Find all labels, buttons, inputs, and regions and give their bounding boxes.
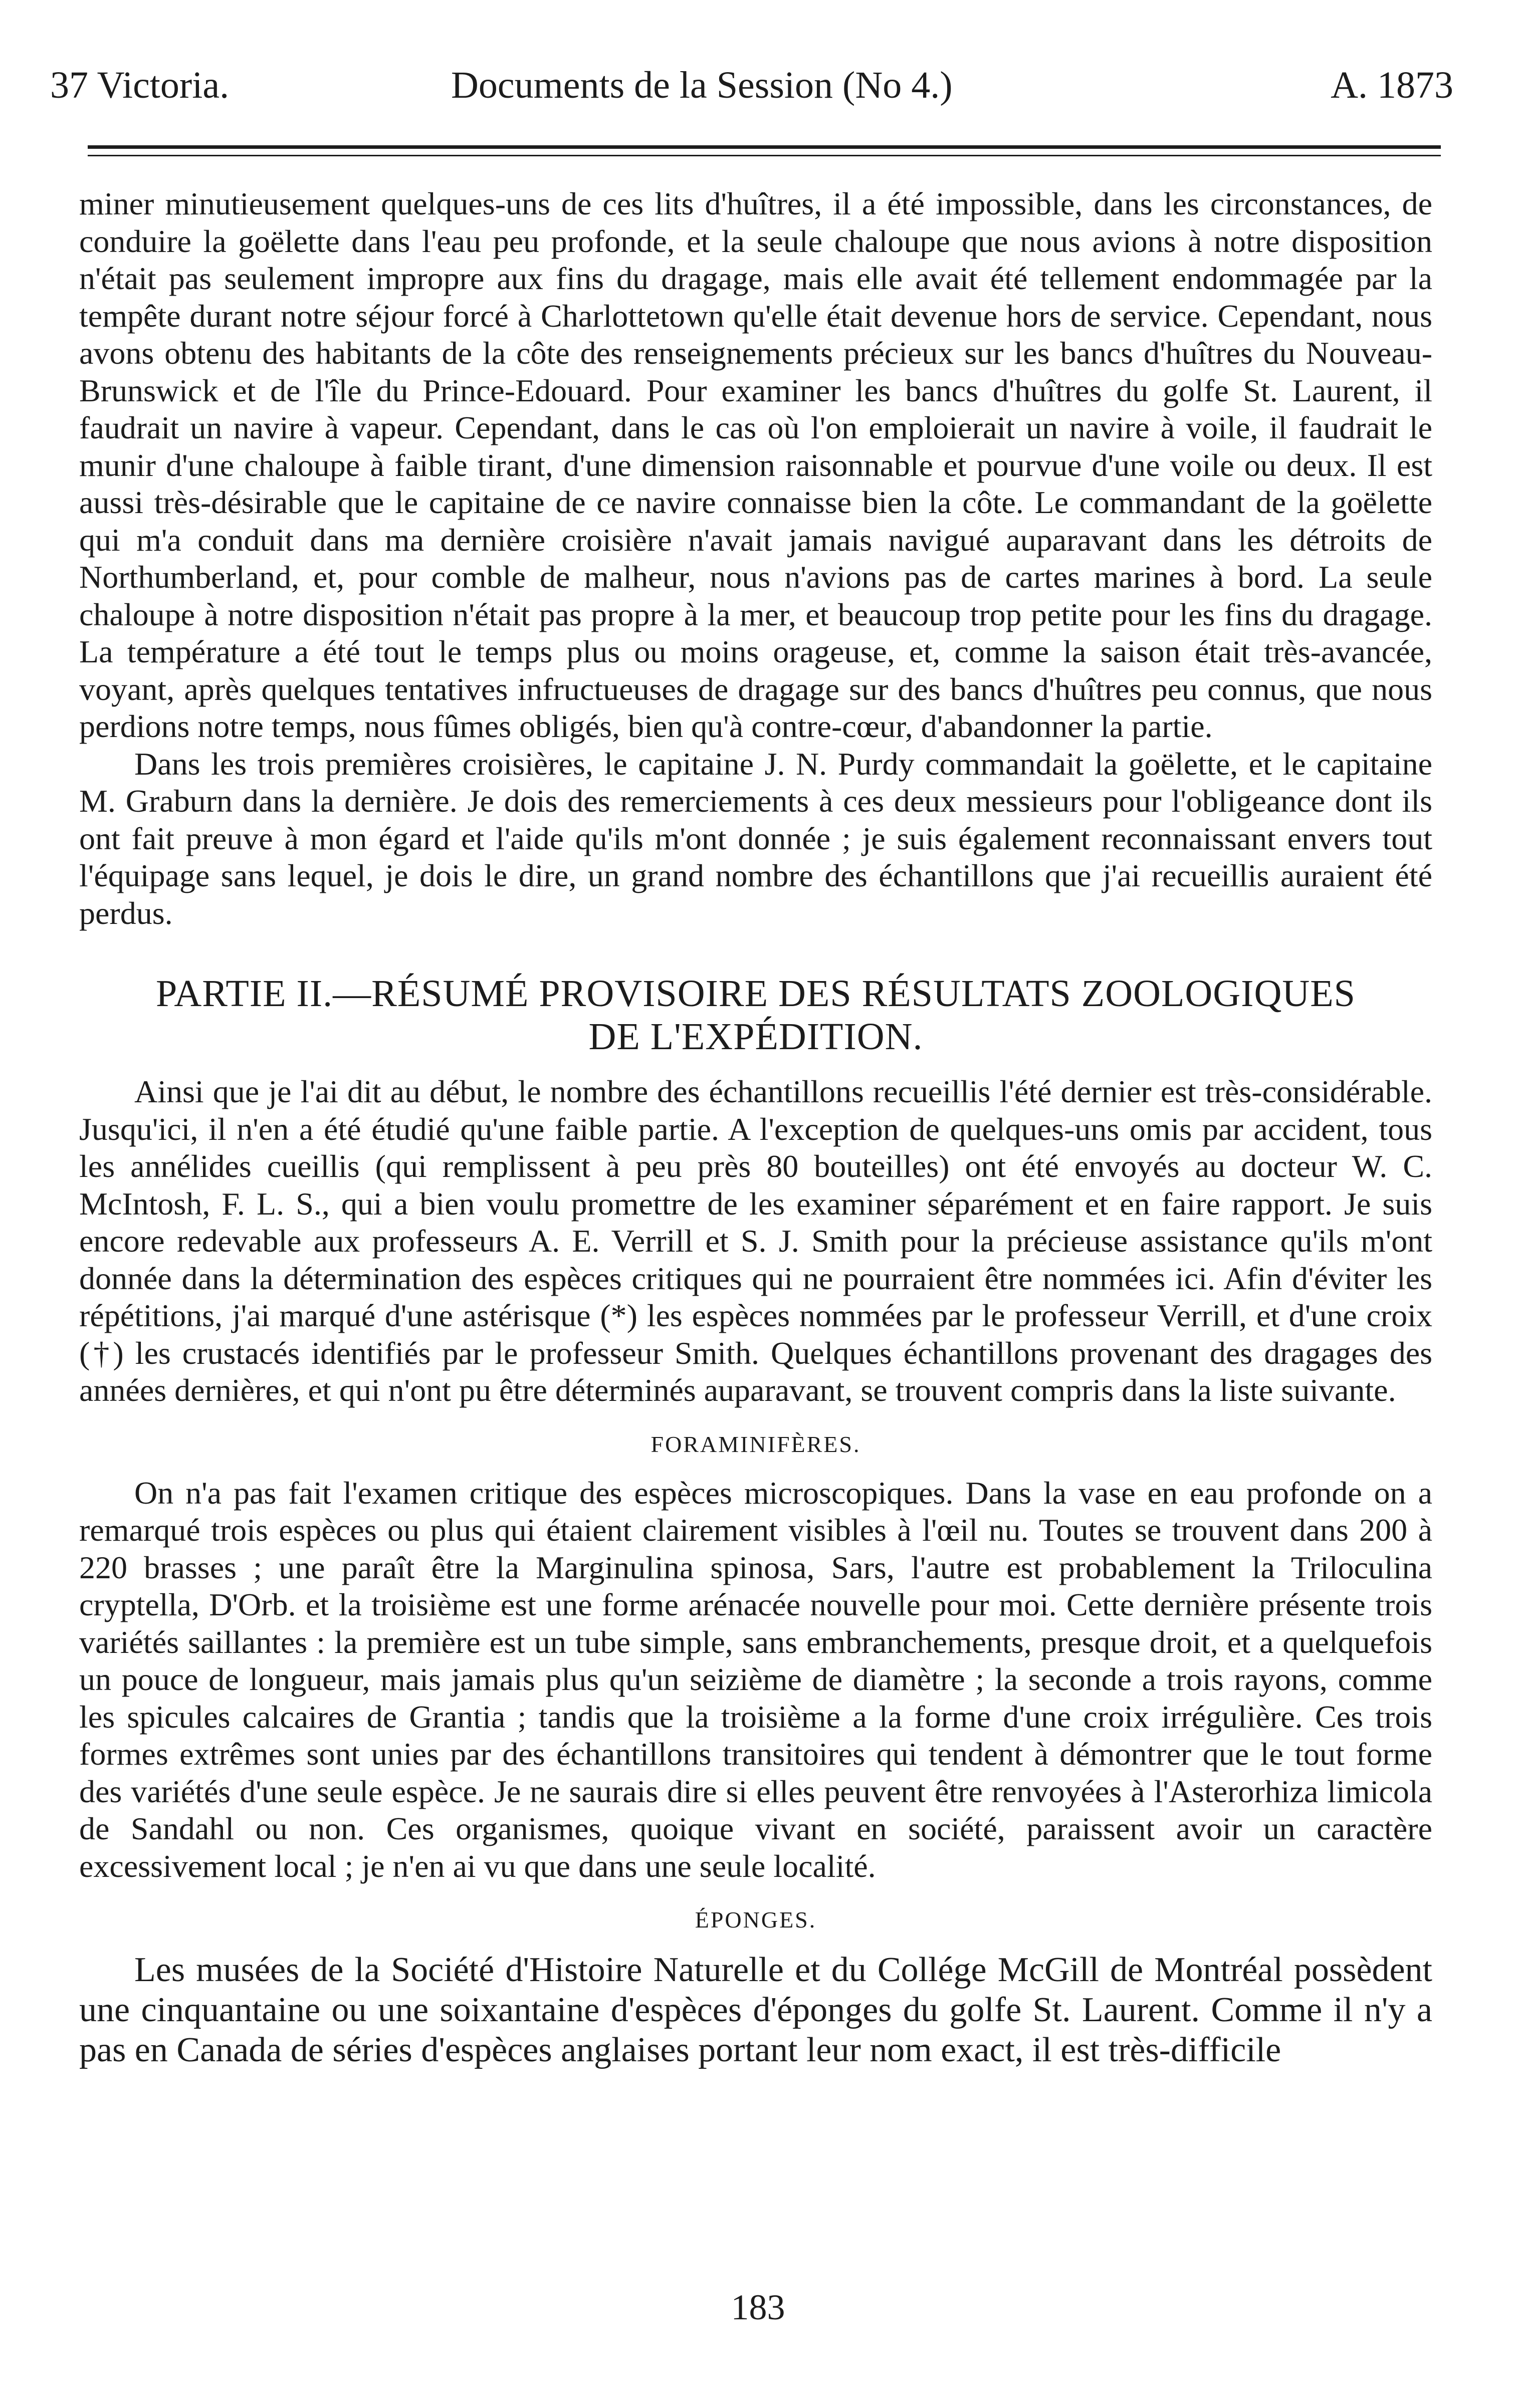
paragraph-continuation: miner minutieusement quelques-uns de ces lits d'huîtres, il a été impossible, dans les circonstances, de conduire la goëlette dans l'eau peu profonde, et la seule chaloupe que nous avions à notre disposition n'était pas seulement impropre aux fins du dragage, mais elle avait été tellement endommagée par la tempête durant notre séjour forcé à Charlottetown qu'elle était devenue hors de service. Cependant, nous avons obtenu des habitants de la côte des renseignements précieux sur les bancs d'huîtres du Nouveau-Brunswick et de l'île du Prince-Edouard. Pour examiner les bancs d'huîtres du golfe St. Laurent, il faudrait un navire à vapeur. Cependant, dans le cas où l'on emploierait un navire à voile, il faudrait le munir d'une chaloupe à faible tirant, d'une dimension raisonnable et pourvue d'une voile ou deux. Il est aussi très-désirable que le capitaine de ce navire connaisse bien la côte. Le commandant de la goëlette qui m'a conduit dans ma dernière croisière n'avait jamais navigué auparavant dans les détroits de Northumberland, et, pour comble de malheur, nous n'avions pas de cartes marines à bord. La seule chaloupe à notre disposition n'était pas propre à la mer, et beaucoup trop petite pour les fins du dragage. La température a été tout le temps plus ou moins orageuse, et, comme la saison était très-avancée, voyant, après quelques tentatives infructueuses de dragage sur des bancs d'huîtres peu connus, que nous perdions notre temps, nous fûmes obligés, bien qu'à contre-cœur, d'abandonner la partie. <box>79 186 1432 744</box>
header-title: Documents de la Session (No 4.) <box>451 64 953 106</box>
partie-heading <box>79 972 1432 1058</box>
paragraph-summary: Ainsi que je l'ai dit au début, le nombre des échantillons recueillis l'été dernier est très-considérable. Jusqu'ici, il n'en a été étudié qu'une faible partie. A l'exception de quelques-uns omis par accident, tous les annélides cueillis (qui remplissent à peu près 80 bouteilles) ont été envoyés au docteur W. C. McIntosh, F. L. S., qui a bien voulu promettre de les examiner séparément et en faire rapport. Je suis encore redevable aux professeurs A. E. Verrill et S. J. Smith pour la précieuse assistance qu'ils m'ont donnée dans la détermination des espèces critiques qui ne pourraient être nommées ici. Afin d'éviter les répétitions, j'ai marqué d'une astérisque (*) les espèces nommées par le professeur Verrill, et d'une croix (†) les crustacés identifiés par le professeur Smith. Quelques échantillons provenant des dragages des années dernières, et qui n'ont pu être déterminés auparavant, se trouvent compris dans la liste suivante. <box>79 1074 1432 1408</box>
header-rule-thick <box>88 145 1441 149</box>
paragraph-acknowledgements: Dans les trois premières croisières, le capitaine J. N. Purdy commandait la goëlette, et le capitaine M. Graburn dans la dernière. Je dois des remerciements à ces deux messieurs pour l'obligeance dont ils ont fait preuve à mon égard et l'aide qu'ils m'ont donnée ; je suis également reconnaissant envers tout l'équipage sans lequel, je dois le dire, un grand nombre des échantillons que j'ai recueillis auraient été perdus. <box>79 746 1432 931</box>
page-number: 183 <box>731 2287 785 2327</box>
running-head <box>50 60 1453 110</box>
paragraph-foraminiferes: On n'a pas fait l'examen critique des espèces microscopiques. Dans la vase en eau profonde on a remarqué trois espèces ou plus qui étaient clairement visibles à l'œil nu. Toutes se trouvent dans 200 à 220 brasses ; une paraît être la Marginulina spinosa, Sars, l'autre est probablement la Triloculina cryptella, D'Orb. et la troisième est une forme arénacée nouvelle pour moi. Cette dernière présente trois variétés saillantes : la première est un tube simple, sans embranchements, presque droit, et a quelquefois un pouce de longueur, mais jamais plus qu'un seizième de diamètre ; la seconde a trois rayons, comme les spicules calcaires de Grantia ; tandis que la troisième a la forme d'une croix irrégulière. Ces trois formes extrêmes sont unies par des échantillons transitoires qui tendent à démontrer que le tout forme des variétés d'une seule espèce. Je ne saurais dire si elles peuvent être renvoyées à l'Asterorhiza limicola de Sandahl ou non. Ces organismes, quoique vivant en société, paraissent avoir un caractère excessivement local ; je n'en ai vu que dans une seule localité. <box>79 1475 1432 1884</box>
section-heading-foraminiferes: FORAMINIFÈRES. <box>651 1431 861 1457</box>
partie-heading-line1: PARTIE II.—RÉSUMÉ PROVISOIRE DES RÉSULTATS ZOOLOGIQUES <box>156 973 1356 1015</box>
header-volume: 37 Victoria. <box>50 64 230 106</box>
header-year: A. 1873 <box>1331 64 1453 106</box>
partie-heading-line2: DE L'EXPÉDITION. <box>588 1016 923 1058</box>
header-rule-thin <box>88 155 1441 156</box>
body-text <box>79 185 1432 2070</box>
paragraph-eponges: Les musées de la Société d'Histoire Naturelle et du Collége McGill de Montréal possèdent une cinquantaine ou une soixantaine d'espèces d'éponges du golfe St. Laurent. Comme il n'y a pas en Canada de séries d'espèces anglaises portant leur nom exact, il est très-difficile <box>79 1951 1432 2069</box>
section-heading-eponges: ÉPONGES. <box>695 1907 817 1933</box>
